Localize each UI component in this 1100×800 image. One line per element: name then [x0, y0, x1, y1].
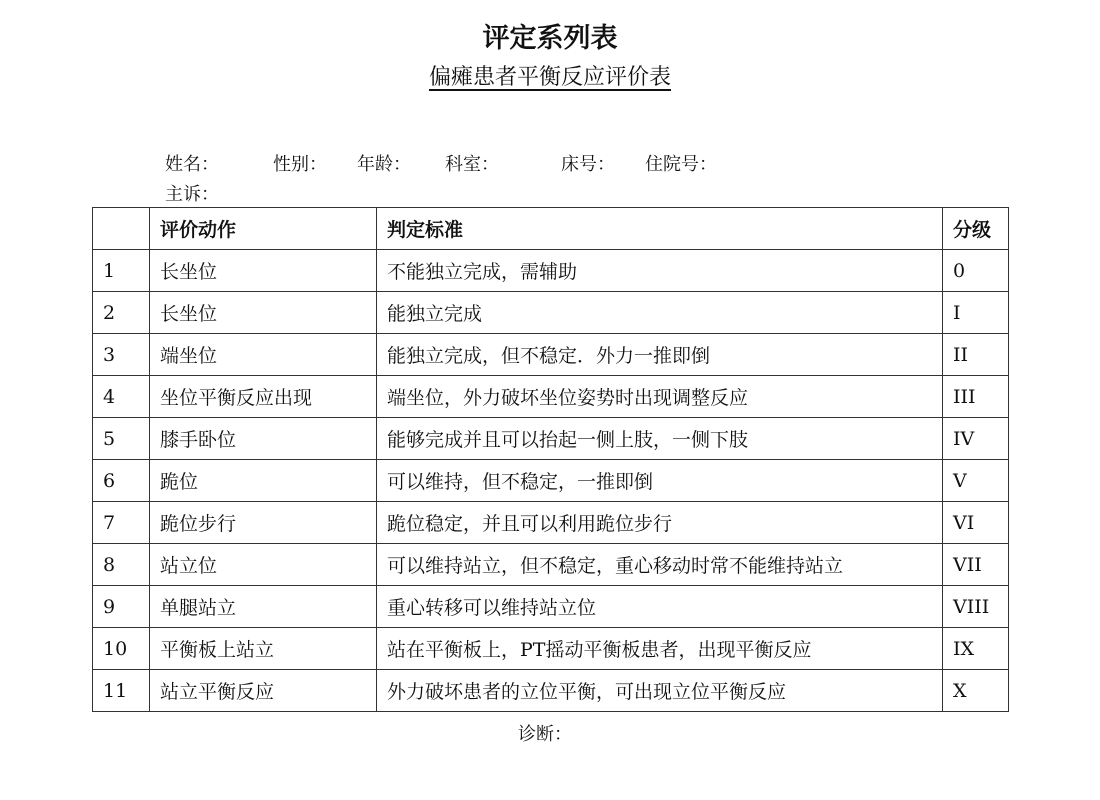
- row-criteria: 能独立完成: [377, 292, 943, 334]
- header-action: 评价动作: [150, 208, 377, 250]
- gender-label: 性别：: [273, 154, 327, 175]
- row-grade: VIII: [943, 586, 1009, 628]
- name-label: 姓名：: [165, 154, 219, 175]
- row-criteria: 跪位稳定，并且可以利用跪位步行: [377, 502, 943, 544]
- row-number: 3: [93, 334, 150, 376]
- table-row: [93, 502, 1009, 544]
- row-criteria: 外力破坏患者的立位平衡，可出现立位平衡反应: [377, 670, 943, 712]
- table-row: [93, 544, 1009, 586]
- row-grade: I: [943, 292, 1009, 334]
- row-grade: IV: [943, 418, 1009, 460]
- row-criteria: 不能独立完成，需辅助: [377, 250, 943, 292]
- row-action: 跪位步行: [150, 502, 377, 544]
- row-action: 膝手卧位: [150, 418, 377, 460]
- row-criteria: 能够完成并且可以抬起一侧上肢，一侧下肢: [377, 418, 943, 460]
- row-criteria: 可以维持，但不稳定，一推即倒: [377, 460, 943, 502]
- row-grade: III: [943, 376, 1009, 418]
- row-action: 平衡板上站立: [150, 628, 377, 670]
- table-row: [93, 250, 1009, 292]
- table-row: [93, 628, 1009, 670]
- subtitle-text: 偏瘫患者平衡反应评价表: [428, 65, 671, 90]
- row-grade: 0: [943, 250, 1009, 292]
- complaint-label: 主诉：: [165, 184, 219, 205]
- row-number: 9: [93, 586, 150, 628]
- table-row: [93, 334, 1009, 376]
- header-criteria: 判定标准: [377, 208, 943, 250]
- row-action: 站立平衡反应: [150, 670, 377, 712]
- table-row: [93, 460, 1009, 502]
- row-grade: VII: [943, 544, 1009, 586]
- header-no: [93, 208, 150, 250]
- row-action: 坐位平衡反应出现: [150, 376, 377, 418]
- row-criteria: 站在平衡板上，PT摇动平衡板患者，出现平衡反应: [377, 628, 943, 670]
- row-grade: VI: [943, 502, 1009, 544]
- row-number: 10: [93, 628, 150, 670]
- row-criteria: 重心转移可以维持站立位: [377, 586, 943, 628]
- row-criteria: 能独立完成，但不稳定．外力一推即倒: [377, 334, 943, 376]
- age-label: 年龄：: [357, 154, 411, 175]
- table-row: [93, 418, 1009, 460]
- header-grade: 分级: [943, 208, 1009, 250]
- document-title: 评定系列表: [482, 23, 618, 54]
- row-criteria: 端坐位，外力破坏坐位姿势时出现调整反应: [377, 376, 943, 418]
- table-header-row: [93, 208, 1009, 250]
- table-row: [93, 376, 1009, 418]
- row-number: 2: [93, 292, 150, 334]
- bed-label: 床号：: [561, 154, 615, 175]
- row-criteria: 可以维持站立，但不稳定，重心移动时常不能维持站立: [377, 544, 943, 586]
- row-action: 长坐位: [150, 250, 377, 292]
- row-action: 单腿站立: [150, 586, 377, 628]
- row-number: 11: [93, 670, 150, 712]
- row-number: 7: [93, 502, 150, 544]
- admission-label: 住院号：: [645, 154, 717, 175]
- row-action: 长坐位: [150, 292, 377, 334]
- table-row: [93, 586, 1009, 628]
- row-action: 跪位: [150, 460, 377, 502]
- row-number: 8: [93, 544, 150, 586]
- diagnosis-label: 诊断：: [518, 724, 572, 745]
- row-action: 站立位: [150, 544, 377, 586]
- row-number: 1: [93, 250, 150, 292]
- table-row: [93, 292, 1009, 334]
- assessment-table: [92, 207, 1009, 712]
- row-number: 4: [93, 376, 150, 418]
- row-grade: II: [943, 334, 1009, 376]
- row-grade: IX: [943, 628, 1009, 670]
- row-number: 6: [93, 460, 150, 502]
- department-label: 科室：: [445, 154, 499, 175]
- row-grade: V: [943, 460, 1009, 502]
- document-subtitle: [0, 60, 1100, 91]
- table-row: [93, 670, 1009, 712]
- row-grade: X: [943, 670, 1009, 712]
- row-action: 端坐位: [150, 334, 377, 376]
- row-number: 5: [93, 418, 150, 460]
